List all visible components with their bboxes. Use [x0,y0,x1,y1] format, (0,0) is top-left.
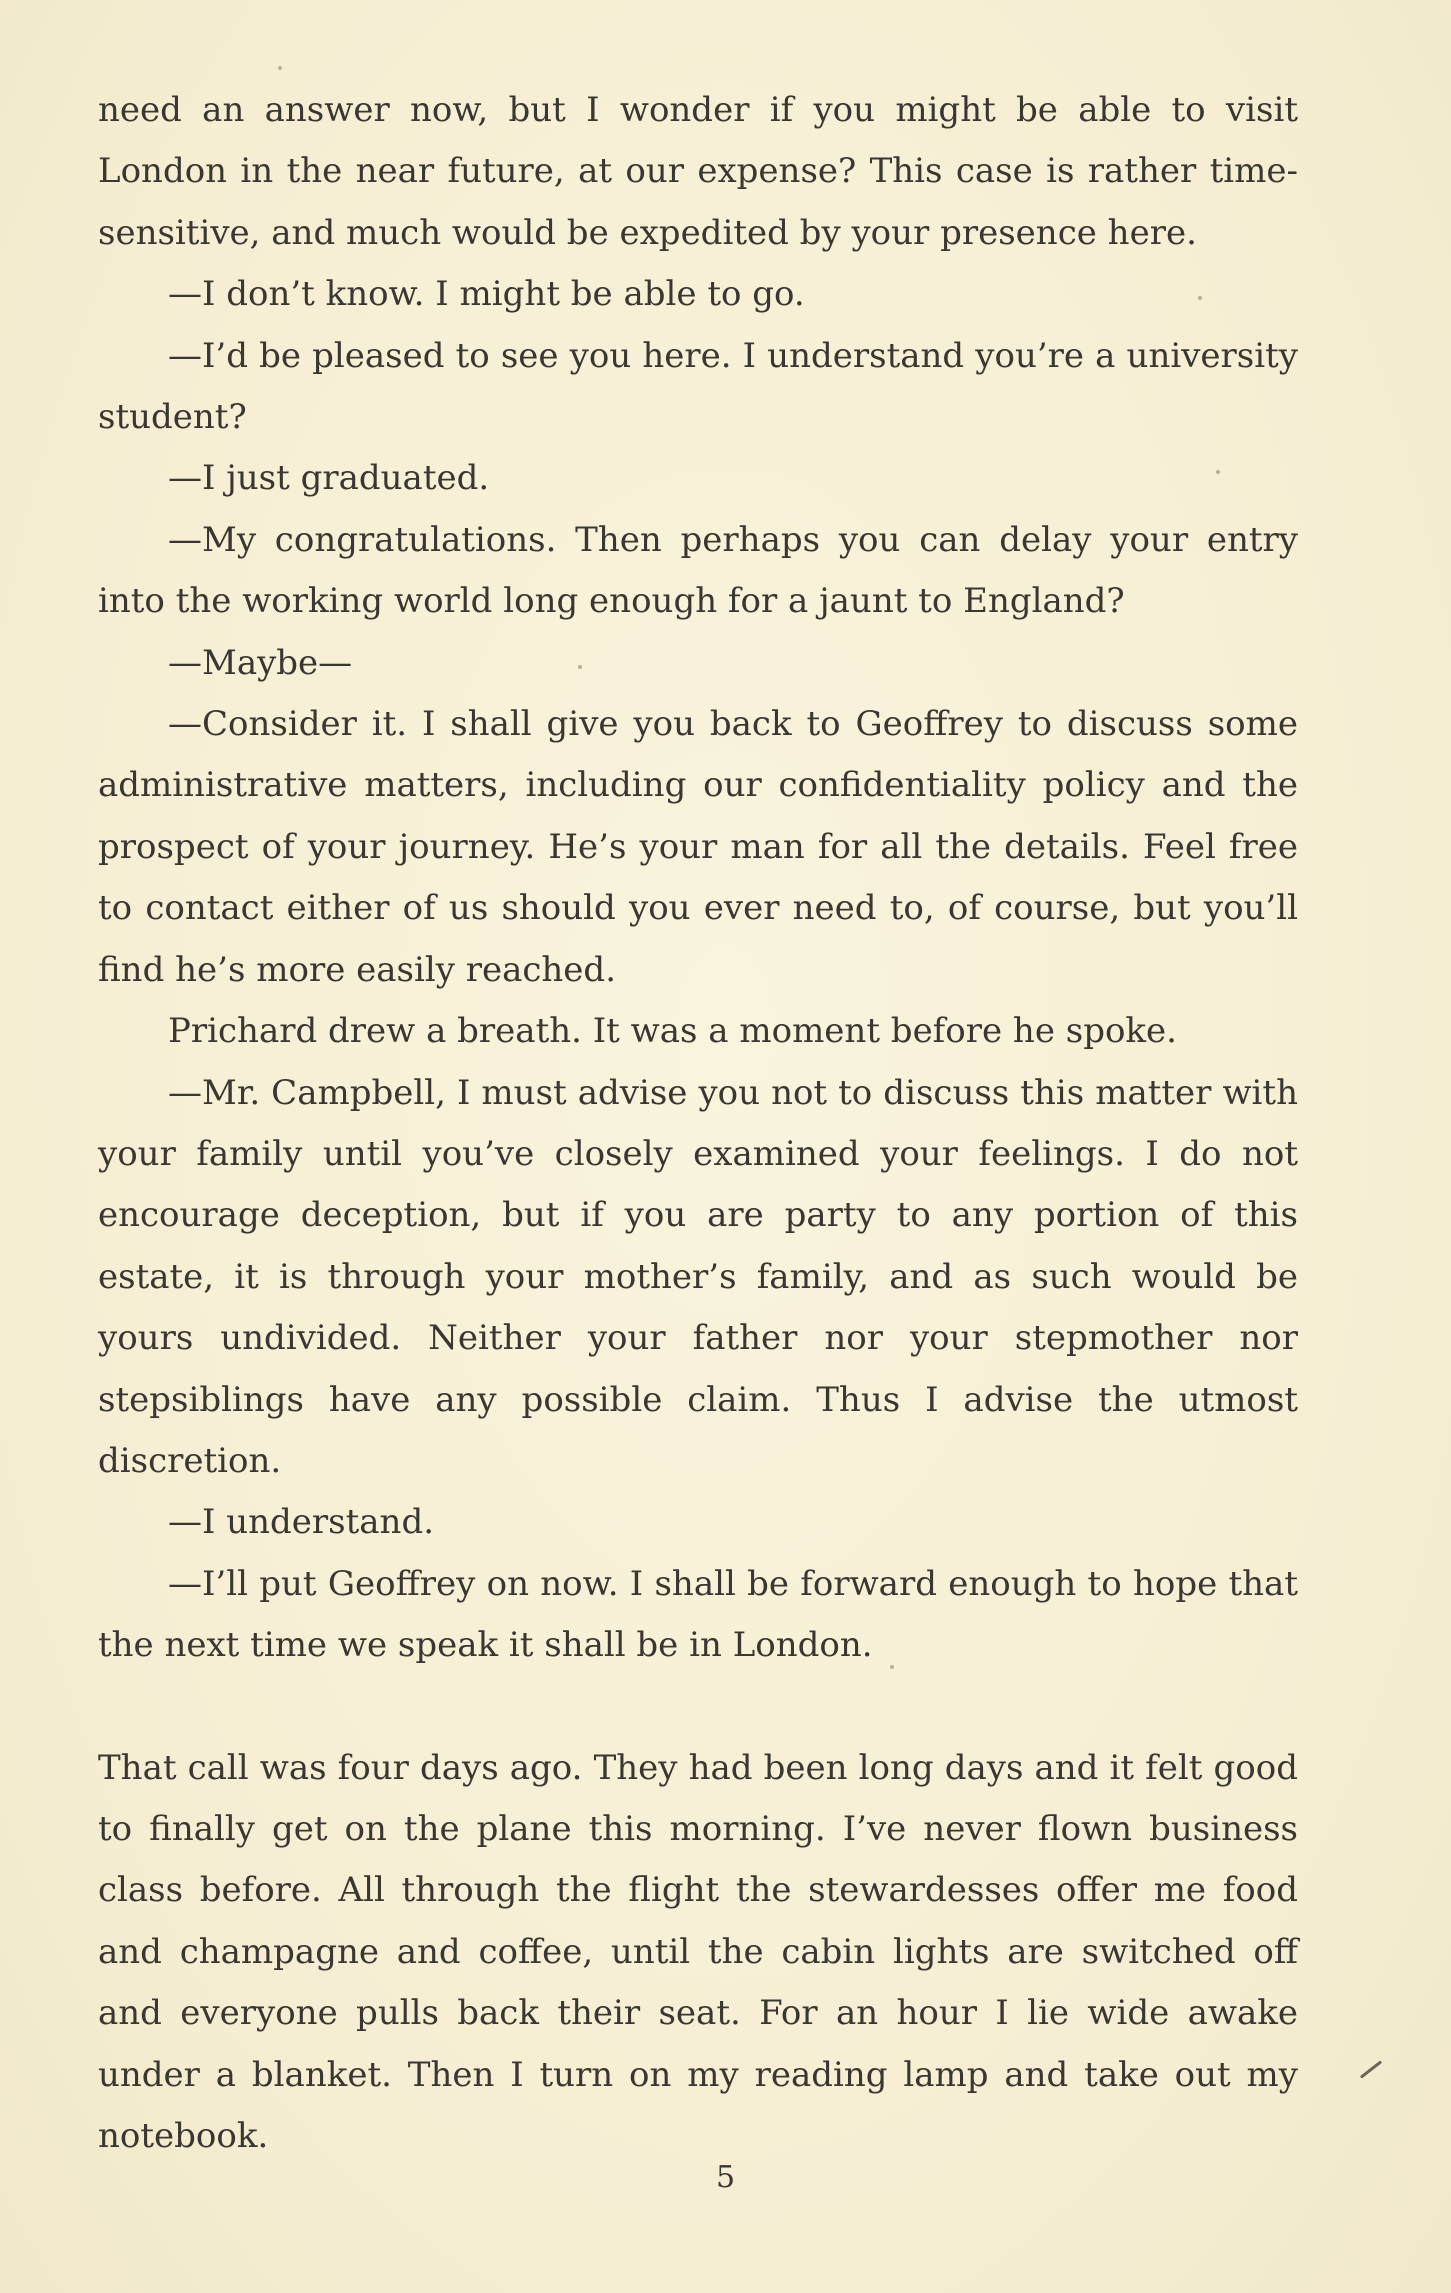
paper-speck [890,1665,894,1669]
paragraph: —I’d be pleased to see you here. I understand you’re a university student? [98,335,1298,438]
paragraph: —I just graduated. [168,458,490,499]
paragraph: Prichard drew a breath. It was a moment before he spoke. [168,1011,1177,1052]
paragraph: —Maybe— [168,642,353,683]
pencil-mark [1360,2060,1382,2078]
section-break [98,1677,1298,1738]
paragraph: —Mr. Campbell, I must advise you not to discuss this matter with your family until you’ve closely examined your feelings. I do not encourage deception, but if you are party to any portion of this estate, it is through your mother’s family, and as such would be yours undivided. Neither your father nor your stepmother nor stepsiblings have any possible claim. Thus I advise the utmost discretion. [98,1072,1298,1481]
paragraph: —I’ll put Geoffrey on now. I shall be forward enough to hope that the next time we speak it shall be in London. [98,1563,1298,1666]
paragraph: need an answer now, but I wonder if you might be able to visit London in the near future, at our expense? This case is rather time-sensitive, and much would be expedited by your presence here. [98,90,1298,253]
paper-speck [1216,470,1220,474]
paragraph: —I understand. [168,1502,435,1543]
paper-speck [1198,296,1202,300]
paragraph: That call was four days ago. They had been long days and it felt good to finally get on the plane this morning. I’ve never flown business class before. All through the flight the stewardesses offer me food and champagne and coffee, until the cabin lights are switched off and everyone pulls back their seat. For an hour I lie wide awake under a blanket. Then I turn on my reading lamp and take out my notebook. [98,1747,1298,2156]
page-number: 5 [715,2160,736,2195]
paper-speck [578,665,582,669]
body-text [98,80,1298,2167]
paper-speck [278,66,282,70]
paragraph: —Consider it. I shall give you back to Geoffrey to discuss some administrative matters, including our confidentiality policy and the prospect of your journey. He’s your man for all the details. Feel free to contact either of us should you ever need to, of course, but you’ll find he’s more easily reached. [98,704,1298,990]
paragraph: —I don’t know. I might be able to go. [168,274,805,315]
paragraph: —My congratulations. Then perhaps you can delay your entry into the working world long enough for a jaunt to England? [98,519,1298,622]
